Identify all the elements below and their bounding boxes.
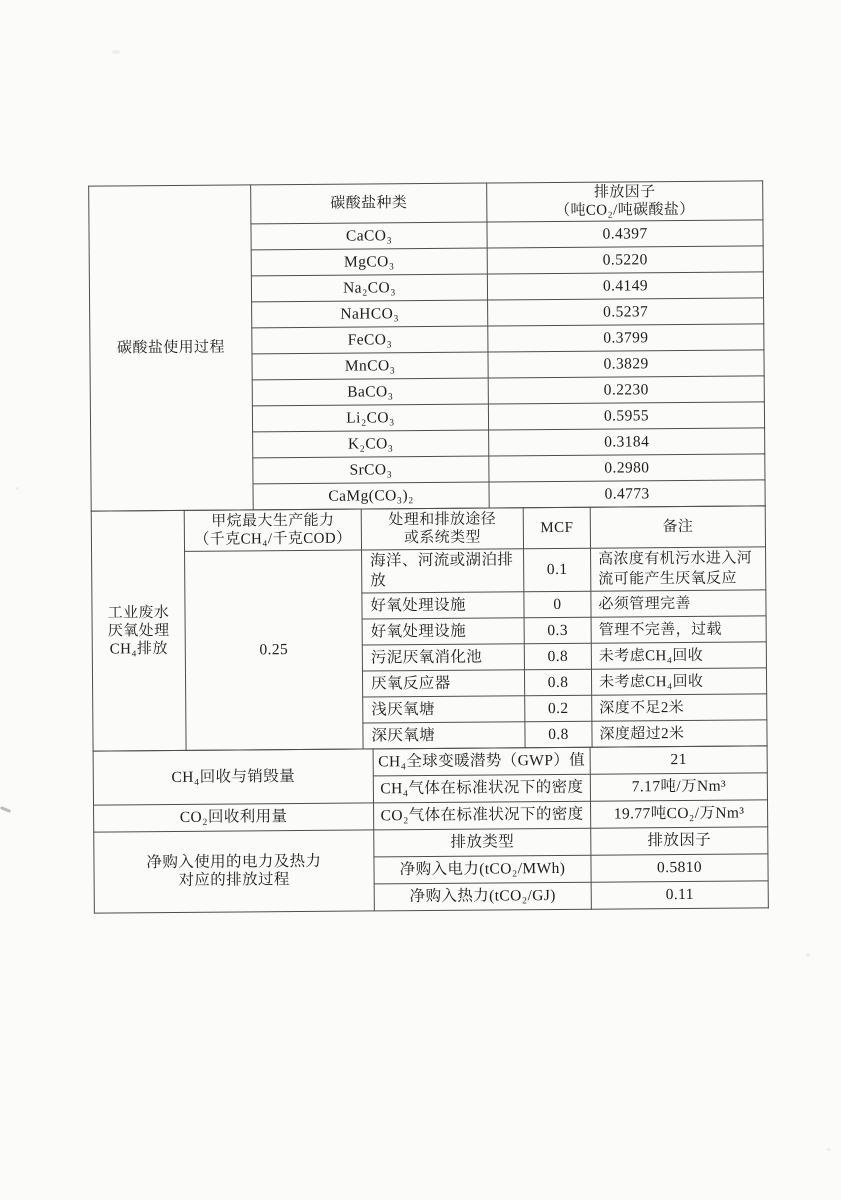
pathway-header-line2: 或系统类型 (403, 529, 481, 547)
scan-speckle (112, 50, 120, 54)
item-cell: 净购入电力(tCO₂/MWh) (374, 855, 591, 884)
value-cell: 19.77吨CO₂/万Nm³ (591, 800, 768, 828)
wastewater-header-row (91, 506, 765, 552)
species-cell: Na₂CO₃ (251, 274, 487, 302)
factor-cell: 0.3799 (488, 324, 764, 352)
species-cell: Li₂CO₃ (252, 404, 488, 432)
item-cell: 净购入热力(tCO₂/GJ) (374, 882, 591, 911)
pathway-cell: 好氧处理设施 (362, 592, 524, 619)
pathway-cell: 深厌氧塘 (363, 722, 525, 749)
pathway-cell: 海洋、河流或湖泊排放 (362, 549, 524, 593)
remark-cell: 未考虑CH₄回收 (591, 642, 766, 669)
capacity-value-cell: 0.25 (185, 550, 364, 750)
process-label-line2: 厌氧处理 (107, 622, 170, 640)
mcf-header-cell: MCF (523, 507, 590, 549)
factor-cell: 0.4397 (487, 220, 763, 248)
remark-cell: 深度超过2米 (592, 720, 767, 747)
value-cell: 排放因子 (591, 827, 768, 855)
value-cell: 0.5810 (591, 854, 768, 882)
factor-header-line1: 排放因子 (593, 184, 656, 201)
scan-speckle (16, 487, 19, 490)
remark-cell: 高浓度有机污水进入河流可能产生厌氧反应 (591, 547, 766, 591)
mcf-cell: 0.3 (524, 617, 591, 644)
item-cell: CH₄全球变暖潜势（GWP）值 (373, 747, 590, 776)
item-cell: 排放类型 (374, 828, 591, 857)
species-cell: BaCO₃ (252, 378, 488, 406)
mcf-cell: 0.8 (524, 669, 591, 696)
species-header-cell: 碳酸盐种类 (251, 183, 487, 224)
pathway-cell: 浅厌氧塘 (363, 696, 525, 723)
scan-speckle (826, 1148, 831, 1151)
capacity-header-line1: 甲烷最大生产能力 (211, 512, 335, 530)
factor-header-cell (487, 181, 763, 222)
power-label-line1: 净购入使用的电力及热力 (146, 852, 322, 872)
species-cell: K₂CO₃ (253, 430, 489, 458)
factor-cell: 0.2980 (489, 454, 765, 482)
purchased-power-label-cell (94, 830, 375, 913)
pathway-cell: 厌氧反应器 (362, 670, 524, 697)
remark-header-cell: 备注 (590, 506, 765, 548)
mcf-cell: 0.2 (525, 695, 592, 722)
pathway-header-cell (361, 508, 523, 550)
pathway-cell: 污泥厌氧消化池 (362, 644, 524, 671)
wastewater-row (92, 547, 766, 595)
factor-cell: 0.3184 (489, 428, 765, 456)
mcf-cell: 0.8 (525, 721, 592, 748)
remark-cell: 管理不完善，过载 (591, 616, 766, 643)
co2-utilization-label-cell: CO₂回收利用量 (94, 803, 374, 832)
recovery-and-power-table (93, 745, 769, 913)
pathway-header-line1: 处理和排放途径 (388, 511, 497, 529)
item-cell: CO₂气体在标准状况下的密度 (374, 801, 591, 830)
value-cell: 7.17吨/万Nm³ (590, 773, 767, 801)
species-cell: NaHCO₃ (252, 300, 488, 328)
species-cell: CaCO₃ (251, 222, 487, 250)
scan-speckle (806, 953, 810, 957)
factor-cell: 0.3829 (488, 350, 764, 378)
power-label-line2: 对应的排放过程 (178, 871, 290, 889)
value-cell: 0.11 (591, 881, 768, 909)
ch4-recovery-label-cell: CH₄回收与销毁量 (93, 749, 373, 805)
carbonate-header-row (89, 181, 763, 225)
factor-cell: 0.2230 (488, 376, 764, 404)
mcf-cell: 0 (524, 591, 591, 618)
value-cell: 21 (590, 746, 767, 774)
emission-factor-tables (88, 180, 768, 913)
species-cell: MgCO₃ (251, 248, 487, 276)
factor-cell: 0.5955 (488, 402, 764, 430)
factor-cell: 0.5237 (488, 298, 764, 326)
remark-cell: 必须管理完善 (591, 590, 766, 617)
carbonate-emission-factor-table (88, 180, 766, 511)
process-label-line3: CH₄排放 (109, 640, 168, 658)
species-cell: MnCO₃ (252, 352, 488, 380)
remark-cell: 深度不足2米 (592, 694, 767, 721)
species-cell: CaMg(CO₃)₂ (253, 482, 489, 510)
pathway-cell: 好氧处理设施 (362, 618, 524, 645)
mcf-cell: 0.1 (524, 548, 591, 592)
species-cell: SrCO₃ (253, 456, 489, 484)
factor-cell: 0.4773 (489, 480, 765, 508)
factor-cell: 0.5220 (487, 246, 763, 274)
process-label-line1: 工业废水 (107, 604, 170, 622)
capacity-header-cell (184, 509, 361, 551)
item-cell: CH₄气体在标准状况下的密度 (373, 774, 590, 803)
scan-edge-mark (0, 806, 11, 813)
wastewater-process-label-cell (91, 510, 186, 751)
mcf-cell: 0.8 (524, 643, 591, 670)
remark-cell: 未考虑CH₄回收 (591, 668, 766, 695)
factor-header-line2: （吨CO₂/吨碳酸盐） (554, 201, 695, 219)
factor-cell: 0.4149 (487, 272, 763, 300)
species-cell: FeCO₃ (252, 326, 488, 354)
capacity-header-line2: （千克CH₄/千克COD） (194, 530, 352, 548)
wastewater-ch4-table (91, 505, 768, 751)
carbonate-process-label-cell: 碳酸盐使用过程 (89, 185, 254, 511)
